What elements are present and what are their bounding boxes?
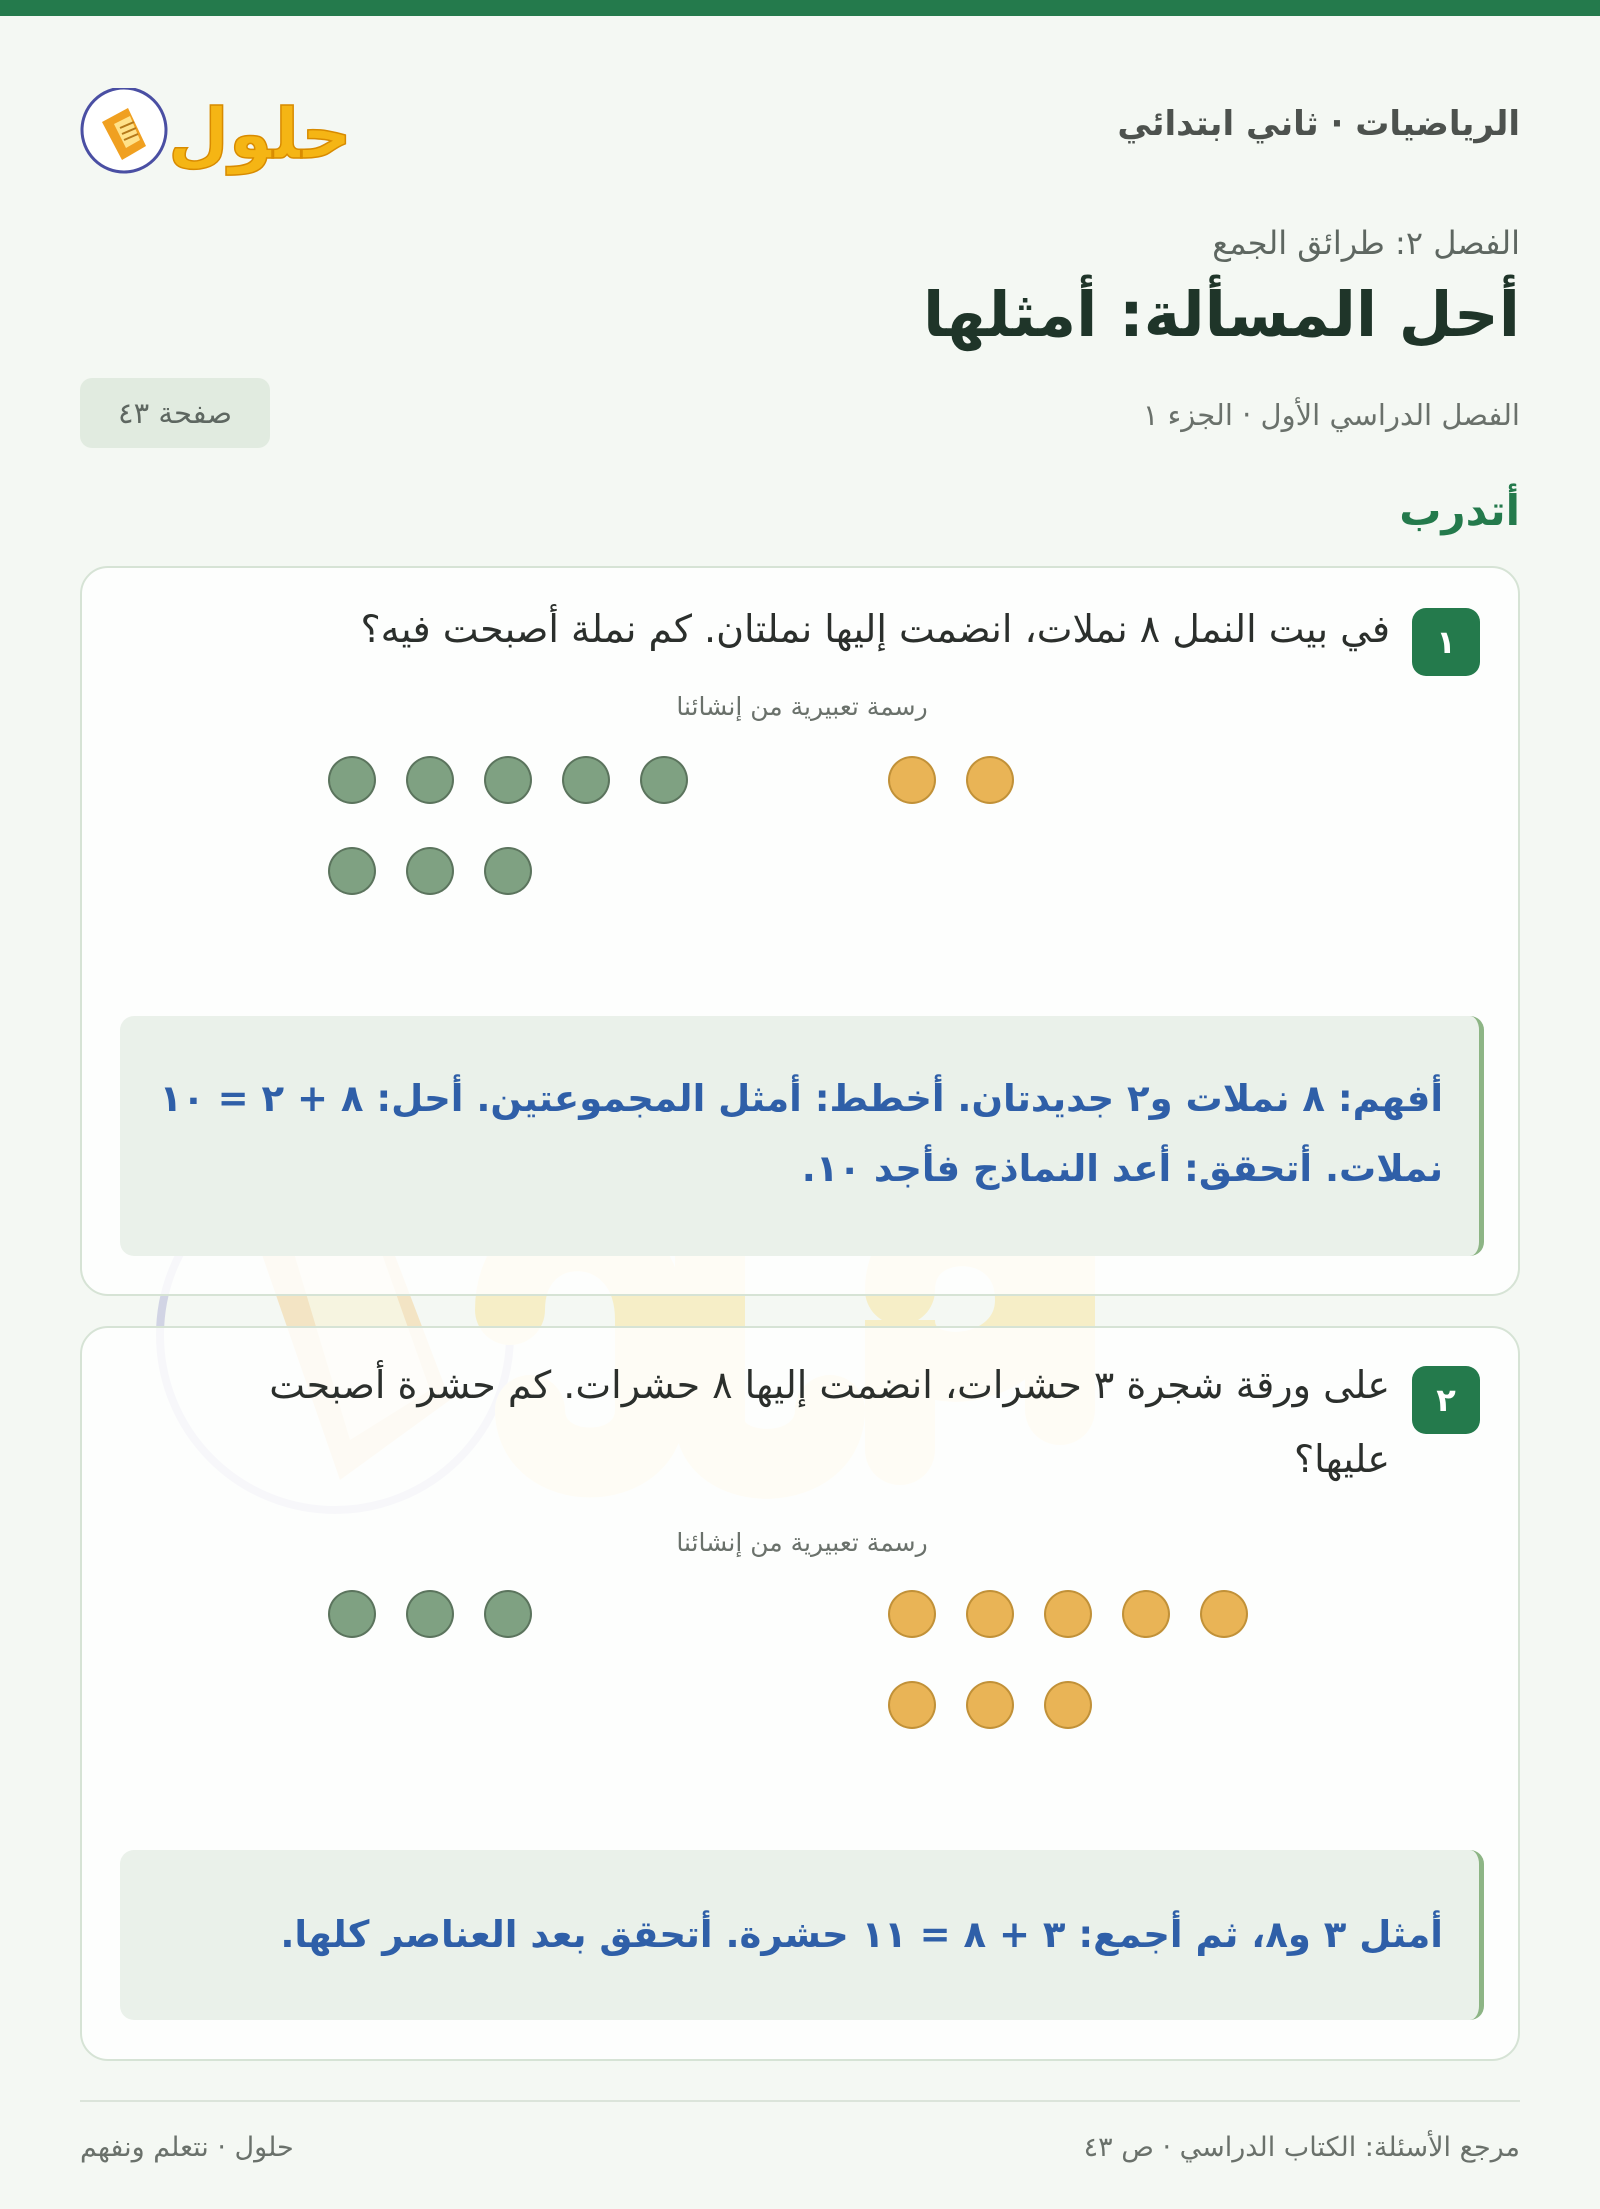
page-header <box>80 88 1520 188</box>
orange-counter-dot <box>966 756 1014 804</box>
orange-counter-dot <box>888 756 936 804</box>
orange-counter-dot <box>966 1590 1014 1638</box>
green-counter-dot <box>562 756 610 804</box>
page-number-badge: صفحة ٤٣ <box>80 378 270 448</box>
solution-text: أمثل ٣ و٨، ثم أجمع: ٣ + ٨ = ١١ حشرة. أتحقق بعد العناصر كلها. <box>280 1913 1443 1956</box>
page-title: أحل المسألة: أمثلها <box>922 278 1520 351</box>
question-text: في بيت النمل ٨ نملات، انضمت إليها نملتان. كم نملة أصبحت فيه؟ <box>360 607 1390 651</box>
hulul-logo[interactable] <box>80 88 360 188</box>
footer-reference: مرجع الأسئلة: الكتاب الدراسي · ص ٤٣ <box>1083 2132 1520 2163</box>
green-counter-dot <box>328 847 376 895</box>
footer-divider <box>80 2100 1520 2102</box>
footer-brand: حلول · نتعلم ونفهم <box>80 2132 294 2163</box>
section-heading: أتدرب <box>1399 486 1520 535</box>
logo-wordmark: حلول <box>168 93 352 175</box>
question-number-badge: ٢ <box>1412 1366 1480 1434</box>
chapter-label: الفصل ٢: طرائق الجمع <box>1212 224 1520 262</box>
semester-label: الفصل الدراسي الأول · الجزء ١ <box>1142 398 1520 432</box>
green-counter-dot <box>328 1590 376 1638</box>
orange-counter-dot <box>1044 1590 1092 1638</box>
orange-counter-dot <box>888 1590 936 1638</box>
top-accent-bar <box>0 0 1600 16</box>
orange-counter-dot <box>1122 1590 1170 1638</box>
counting-illustration <box>82 1590 1522 1790</box>
orange-counter-dot <box>1200 1590 1248 1638</box>
green-counter-dot <box>484 756 532 804</box>
green-counter-dot <box>484 847 532 895</box>
green-counter-dot <box>328 756 376 804</box>
question-card-1 <box>80 566 1520 1296</box>
orange-counter-dot <box>1044 1681 1092 1729</box>
solution-text: أفهم: ٨ نملات و٢ جديدتان. أخطط: أمثل المجموعتين. أحل: ٨ + ٢ = ١٠ نملات. أتحقق: أعد النماذج فأجد ١٠. <box>159 1077 1443 1190</box>
solution-box <box>120 1016 1484 1256</box>
question-text: على ورقة شجرة ٣ حشرات، انضمت إليها ٨ حشرات. كم حشرة أصبحت عليها؟ <box>269 1363 1390 1481</box>
counting-illustration <box>82 756 1522 956</box>
green-counter-dot <box>406 756 454 804</box>
illustration-caption: رسمة تعبيرية من إنشائنا <box>676 692 928 721</box>
illustration-caption: رسمة تعبيرية من إنشائنا <box>676 1528 928 1557</box>
orange-counter-dot <box>966 1681 1014 1729</box>
orange-counter-dot <box>888 1681 936 1729</box>
solution-box <box>120 1850 1484 2020</box>
question-card-2 <box>80 1326 1520 2061</box>
subject-label: الرياضيات · ثاني ابتدائي <box>1117 104 1520 144</box>
question-number-badge: ١ <box>1412 608 1480 676</box>
green-counter-dot <box>484 1590 532 1638</box>
green-counter-dot <box>406 1590 454 1638</box>
green-counter-dot <box>406 847 454 895</box>
green-counter-dot <box>640 756 688 804</box>
